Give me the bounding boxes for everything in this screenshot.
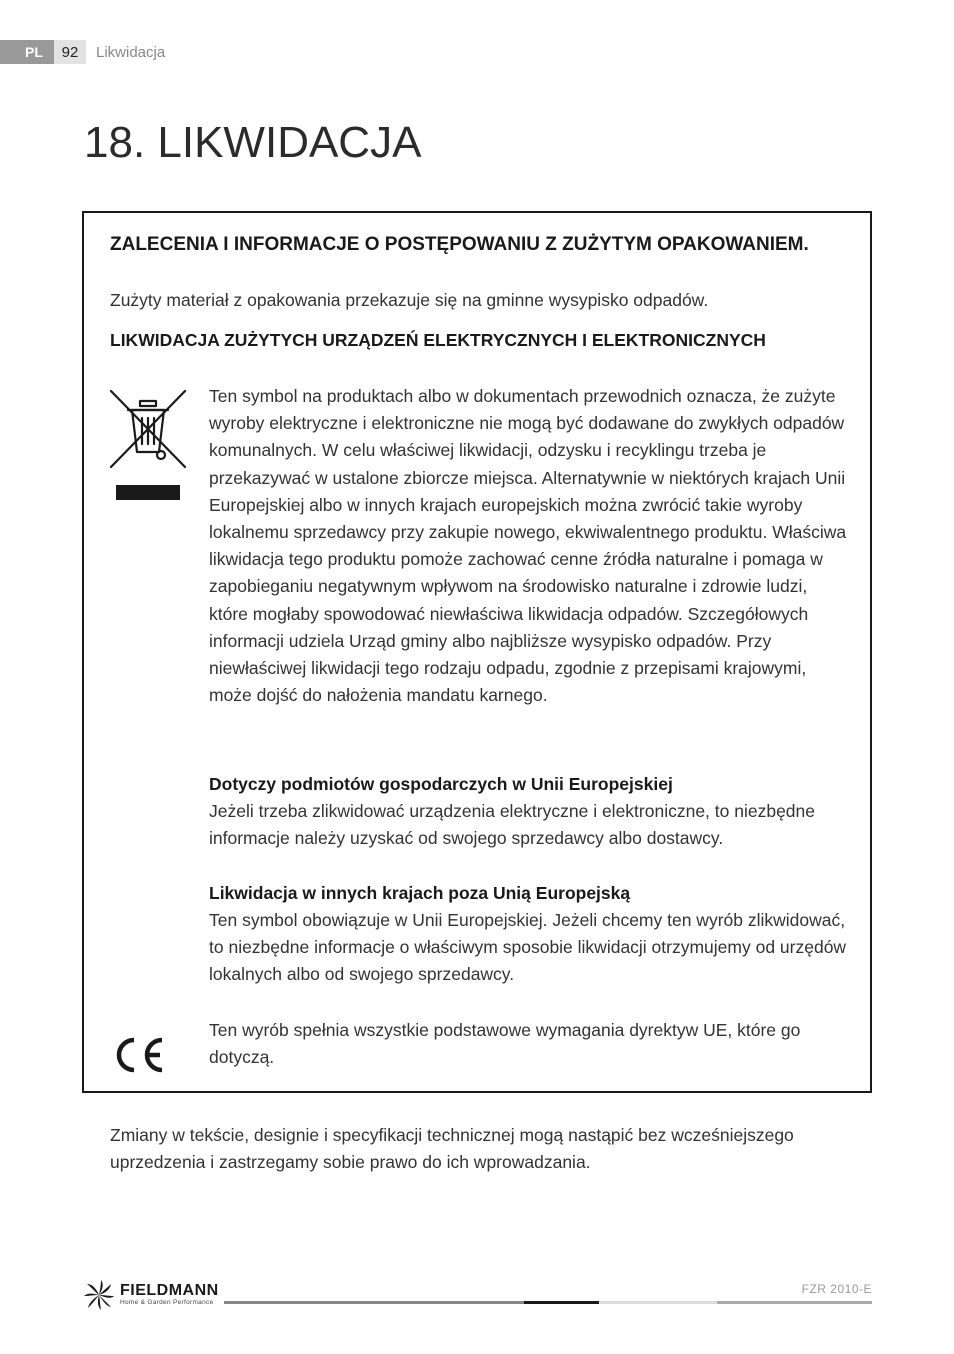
footer-bar-segment xyxy=(599,1301,717,1304)
section-name: Likwidacja xyxy=(96,43,166,61)
fieldmann-fan-logo-icon xyxy=(82,1278,116,1312)
packaging-text: Zużyty materiał z opakowania przekazuje się na gminne wysypisko odpadów. xyxy=(110,290,709,310)
footer-bar-segment xyxy=(524,1301,599,1304)
page-number: 92 xyxy=(54,40,86,64)
footer-bar-segment xyxy=(717,1301,872,1304)
crossed-out-wheelie-bin-icon xyxy=(108,388,188,502)
model-number: FZR 2010-E xyxy=(801,1282,872,1296)
page-header xyxy=(0,40,165,64)
weee-text: Ten symbol na produktach albo w dokumentach przewodnich oznacza, że zużyte wyroby elektryczne i elektroniczne nie mogą być dodawane do zwykłych odpadów komunalnych. W celu właściwej likwidacji, odzysku i recyklingu trzeba je przekazywać w ustalone zbiorcze miejsca. Alternatywnie w niektórych krajach Unii Europejskiej albo w innych krajach europejskich można zwrócić takie wyroby lokalnemu sprzedawcy przy zakupie nowego, ekwiwalentnego produktu. Właściwa likwidacja tego produktu pomoże zachować cenne źródła naturalne i pomaga w zapobieganiu negatywnym wpływom na środowisko naturalne i zdrowie ludzi, które mogłaby spowodować niewłaściwa likwidacja odpadów. Szczegółowych informacji udziela Urząd gminy albo najbliższe wysypisko odpadów. Przy niewłaściwej likwidacji tego rodzaju odpadu, zgodnie z przepisami krajowymi, może dojść do nałożenia mandatu karnego. xyxy=(209,386,847,706)
business-text: Jeżeli trzeba zlikwidować urządzenia elektryczne i elektroniczne, to niezbędne informacje należy uzyskać od swojego sprzedawcy albo dostawcy. xyxy=(209,801,816,849)
footer-bar-segment xyxy=(224,1301,524,1304)
brand-tagline: Home & Garden Performance xyxy=(120,1299,214,1306)
language-tab: PL xyxy=(0,40,54,64)
outside-eu-text: Ten symbol obowiązuje w Unii Europejskiej. Jeżeli chcemy ten wyrób zlikwidować, to niezbędne informacje o właściwym sposobie likwidacji otrzymujemy od urzędów lokalnych albo od swojego sprzedawcy. xyxy=(209,910,847,985)
page-title: 18. LIKWIDACJA xyxy=(84,118,422,167)
brand-logo xyxy=(82,1278,219,1312)
brand-name: FIELDMANN xyxy=(120,1282,219,1299)
ce-text: Ten wyrób spełnia wszystkie podstawowe wymagania dyrektyw UE, które go dotyczą. xyxy=(209,1020,801,1068)
packaging-heading: ZALECENIA I INFORMACJE O POSTĘPOWANIU Z ZUŻYTYM OPAKOWANIEM. xyxy=(110,234,809,255)
footer-note: Zmiany w tekście, designie i specyfikacji technicznej mogą nastąpić bez wcześniejszego uprzedzenia i zastrzegamy sobie prawo do ich wprowadzania. xyxy=(110,1125,794,1173)
ce-mark-icon xyxy=(110,1035,166,1075)
weee-heading: LIKWIDACJA ZUŻYTYCH URZĄDZEŃ ELEKTRYCZNYCH I ELEKTRONICZNYCH xyxy=(110,330,766,350)
business-heading: Dotyczy podmiotów gospodarczych w Unii Europejskiej xyxy=(209,774,673,794)
outside-eu-heading: Likwidacja w innych krajach poza Unią Europejską xyxy=(209,883,631,903)
